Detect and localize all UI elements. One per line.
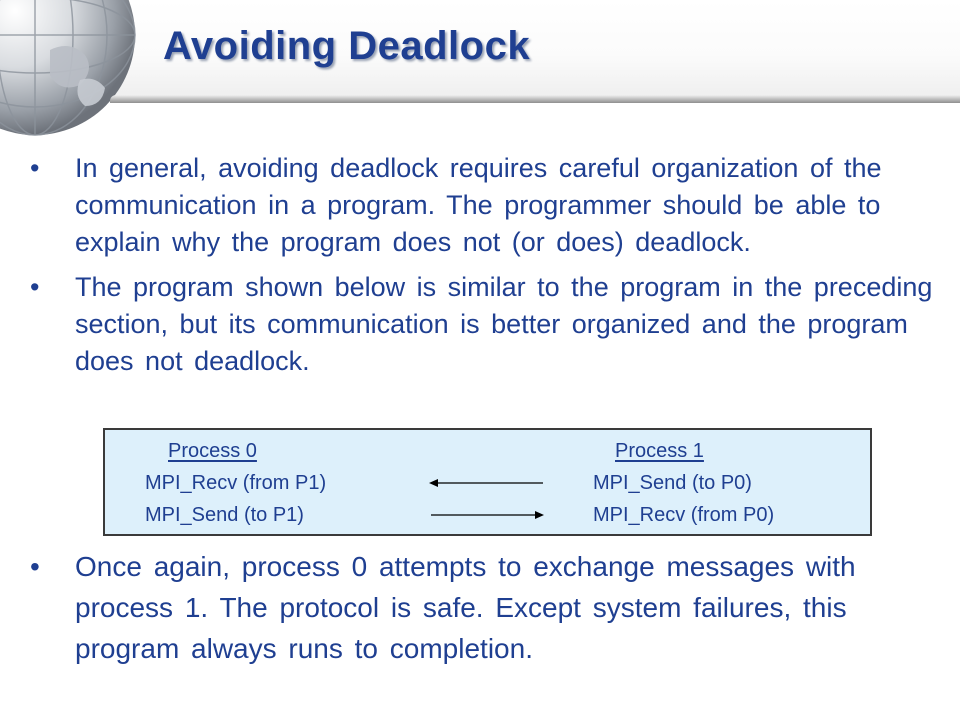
bullet-text: The program shown below is similar to the program in the preceding section, but its communication is better organized and the program does not deadlock. [75, 272, 933, 376]
closing-bullet-list [30, 546, 935, 677]
bullet-item [30, 546, 935, 669]
bullet-dot: • [30, 153, 40, 183]
header-rule [110, 95, 960, 103]
communication-diagram [103, 428, 872, 536]
bullet-text: Once again, process 0 attempts to exchange messages with process 1. The protocol is safe. Except system failures, this program always runs to completion. [75, 551, 856, 664]
process-0-header: Process 0 [168, 440, 257, 462]
globe-icon [0, 0, 140, 140]
process-0-line: MPI_Send (to P1) [145, 504, 304, 526]
process-1-line: MPI_Send (to P0) [593, 472, 752, 494]
bullet-item [30, 269, 935, 380]
bullet-dot: • [30, 551, 40, 582]
arrow-right-icon [427, 508, 547, 522]
process-1-line: MPI_Recv (from P0) [593, 504, 775, 526]
bullet-dot: • [30, 272, 40, 302]
process-1-header: Process 1 [615, 440, 704, 462]
bullet-list [30, 150, 935, 388]
bullet-item [30, 150, 935, 261]
process-0-line: MPI_Recv (from P1) [145, 472, 327, 494]
arrow-left-icon [427, 476, 547, 490]
slide-title: Avoiding Deadlock [163, 24, 531, 68]
bullet-text: In general, avoiding deadlock requires careful organization of the communication in a program. The programmer should be able to explain why the program does not (or does) deadlock. [75, 153, 882, 257]
